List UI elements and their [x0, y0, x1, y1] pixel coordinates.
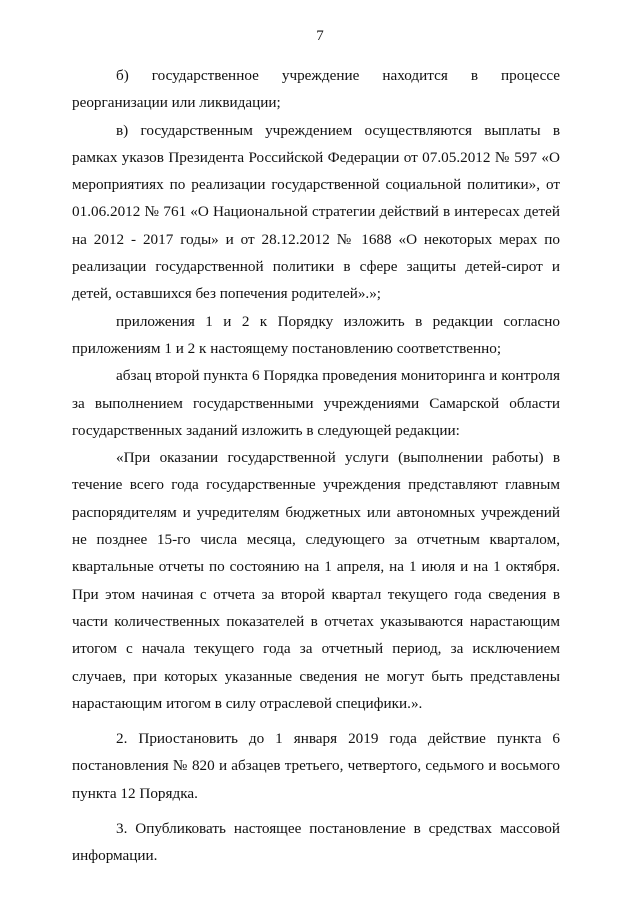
paragraph-item-2: 2. Приостановить до 1 января 2019 года действие пункта 6 постановления № 820 и абзацев третьего, четвертого, седьмого и восьмого пункта 12 Порядка.: [72, 730, 560, 802]
paragraph-appendices: приложения 1 и 2 к Порядку изложить в редакции согласно приложениям 1 и 2 к настоящему постановлению соответственно;: [72, 312, 560, 357]
document-body: [72, 62, 560, 870]
paragraph-subitem-v: в) государственным учреждением осуществляются выплаты в рамках указов Президента Российской Федерации от 07.05.2012 № 597 «О мероприятиях по реализации государственной социальной политики», от 01.06.2012 № 761 «О Национальной стратегии действий в интересах детей на 2012 - 2017 годы» и от 28.12.2012 № 1688 «О некоторых мерах по реализации государственной политики в сфере защиты детей-сирот и детей, оставшихся без попечения родителей».»;: [72, 121, 560, 303]
paragraph-quoted-text: «При оказании государственной услуги (выполнении работы) в течение всего года государственные учреждения представляют главным распорядителям и учредителям бюджетных или автономных учреждений не позднее 15-го числа месяца, следующего за отчетным кварталом, квартальные отчеты по состоянию на 1 апреля, на 1 июля и на 1 октября. При этом начиная с отчета за второй квартал текущего года сведения в части количественных показателей в отчетах указываются нарастающим итогом с начала текущего года за отчетный период, за исключением случаев, при которых указанные сведения не могут быть представлены нарастающим итогом в силу отраслевой специфики.».: [72, 449, 560, 712]
paragraph-subitem-b: б) государственное учреждение находится в процессе реорганизации или ликвидации;: [72, 67, 560, 112]
paragraph-monitoring-order: абзац второй пункта 6 Порядка проведения мониторинга и контроля за выполнением государственными учреждениями Самарской области государственных заданий изложить в следующей редакции:: [72, 367, 560, 439]
page-number: 7: [316, 28, 324, 44]
paragraph-item-3: 3. Опубликовать настоящее постановление в средствах массовой информации.: [72, 820, 560, 865]
